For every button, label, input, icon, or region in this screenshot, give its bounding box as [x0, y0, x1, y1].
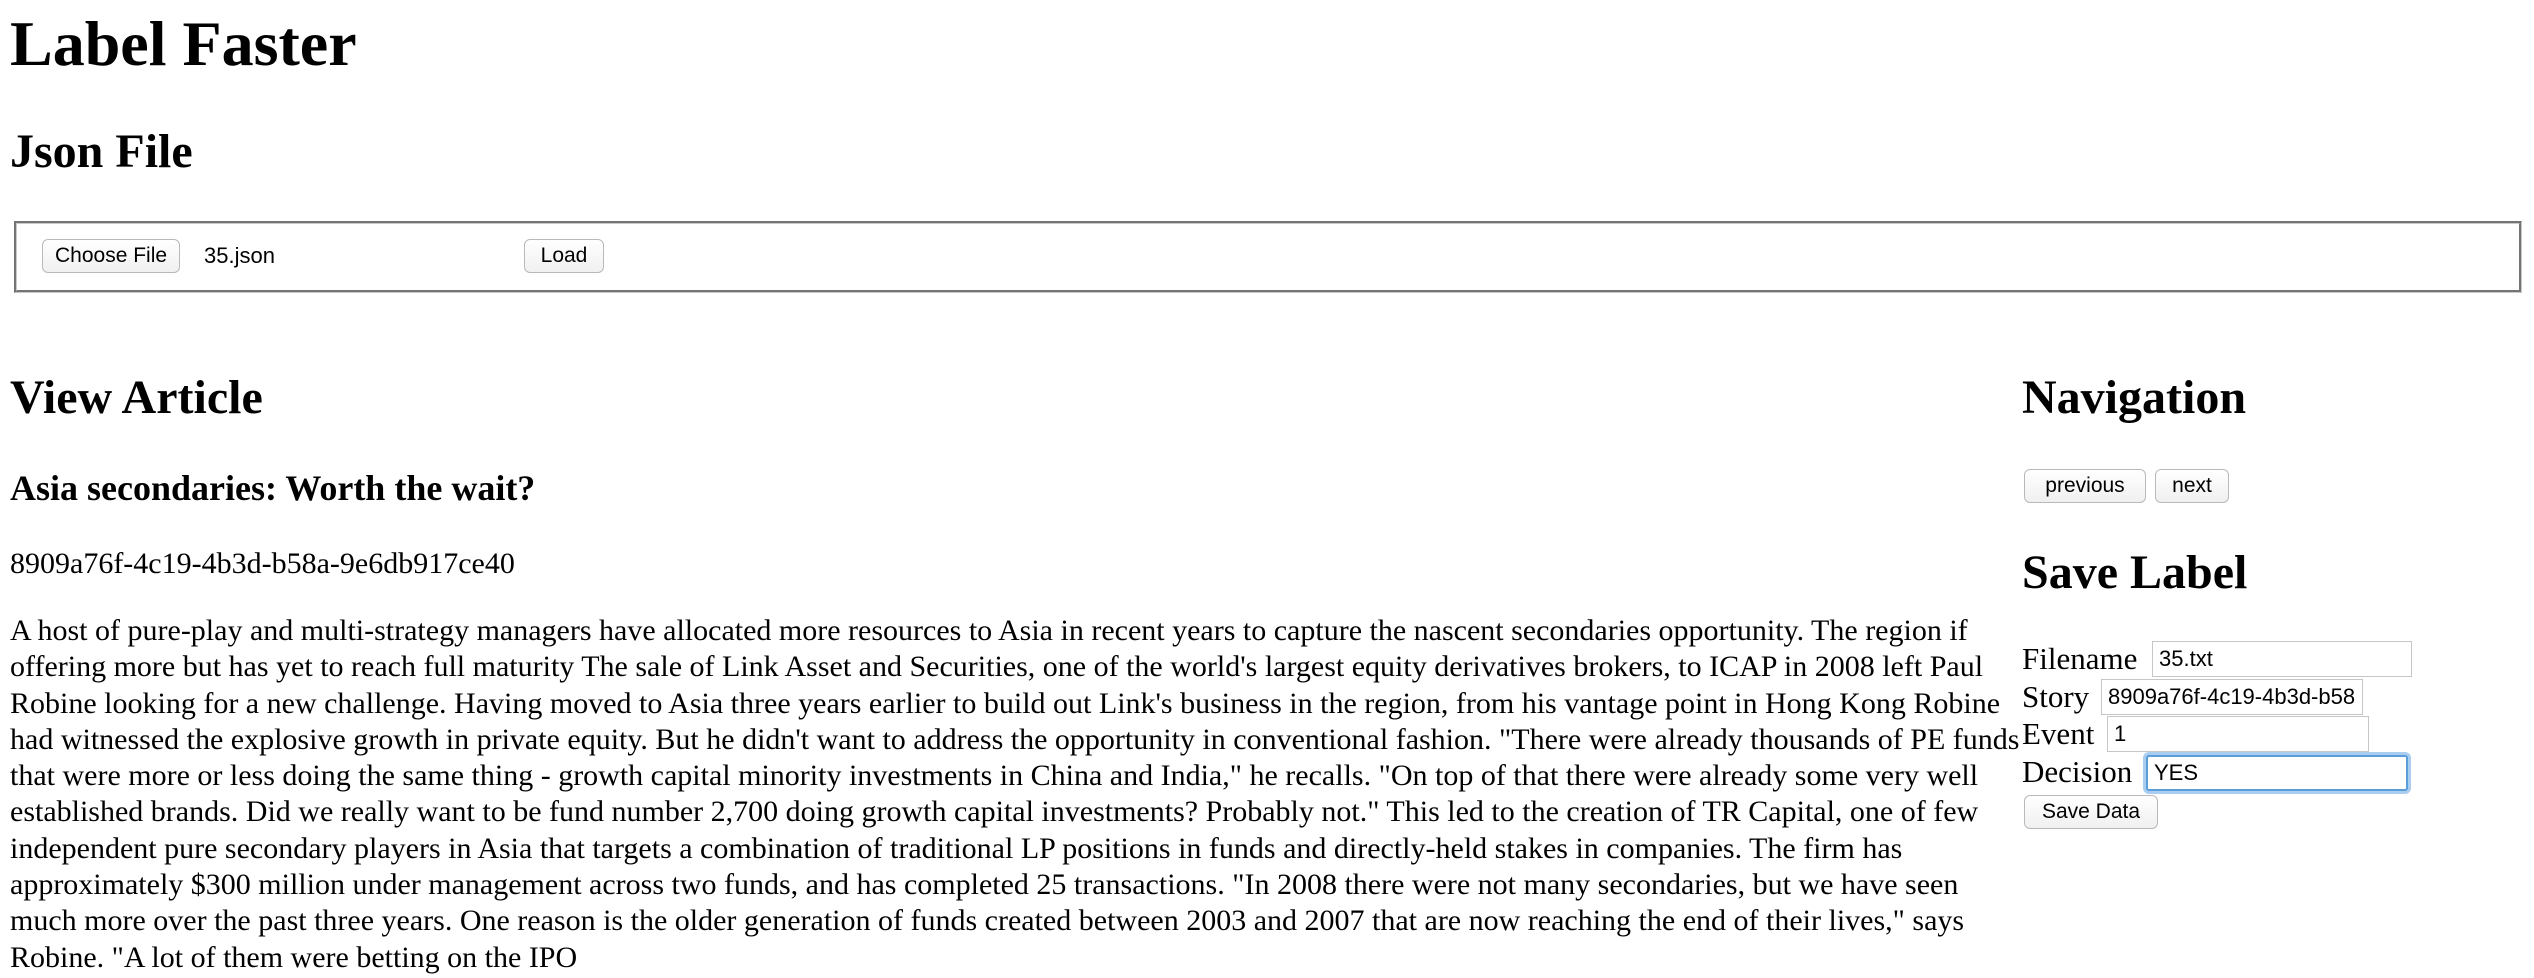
- next-button[interactable]: next: [2155, 469, 2229, 503]
- load-button[interactable]: Load: [524, 239, 604, 273]
- save-label-heading: Save Label: [2022, 546, 2248, 599]
- story-label: Story: [2022, 679, 2090, 714]
- filename-label: Filename: [2022, 641, 2138, 676]
- event-label: Event: [2022, 716, 2095, 751]
- event-input[interactable]: [2107, 716, 2369, 752]
- story-input[interactable]: [2101, 679, 2363, 715]
- article-id: 8909a76f-4c19-4b3d-b58a-9e6db917ce40: [10, 547, 515, 580]
- article-body: A host of pure-play and multi-strategy managers have allocated more resources to Asia in recent years to capture the nascent secondaries opportunity. The region if offering more but has yet to reach full maturity The sale of Link Asset and Securities, one of the world's largest equity derivatives brokers, to ICAP in 2008 left Paul Robine looking for a new challenge. Having moved to Asia three years earlier to build out Link's business in the region, from his vantage point in Hong Kong Robine had witnessed the explosive growth in private equity. But he didn't want to address the opportunity in conventional fashion. "There were already thousands of PE funds that were more or less doing the same thing - growth capital minority investments in China and India," he recalls. "On top of that there were already some very well established brands. Did we really want to be fund number 2,700 doing growth capital investments? Probably not." This led to the creation of TR Capital, one of few independent pure secondary players in Asia that targets a combination of traditional LP positions in funds and directly-held stakes in companies. The firm has approximately $300 million under management across two funds, and has completed 25 transactions. "In 2008 there were not many secondaries, but we have seen much more over the past three years. One reason is the older generation of funds created between 2003 and 2007 that are now reaching the end of their lives," says Robine. "A lot of them were betting on the IPO: [10, 614, 2020, 974]
- decision-input[interactable]: [2146, 755, 2408, 791]
- navigation-heading: Navigation: [2022, 371, 2247, 424]
- previous-button[interactable]: previous: [2024, 469, 2146, 503]
- decision-label: Decision: [2022, 754, 2133, 789]
- json-file-heading: Json File: [10, 125, 193, 178]
- filename-input[interactable]: [2152, 641, 2412, 677]
- save-data-button[interactable]: Save Data: [2024, 795, 2158, 829]
- chosen-file-name: 35.json: [204, 243, 275, 268]
- app-title: Label Faster: [10, 8, 357, 79]
- choose-file-button[interactable]: Choose File: [42, 239, 180, 273]
- view-article-heading: View Article: [10, 371, 263, 424]
- file-load-form: [14, 221, 2522, 293]
- article-title: Asia secondaries: Worth the wait?: [10, 468, 536, 508]
